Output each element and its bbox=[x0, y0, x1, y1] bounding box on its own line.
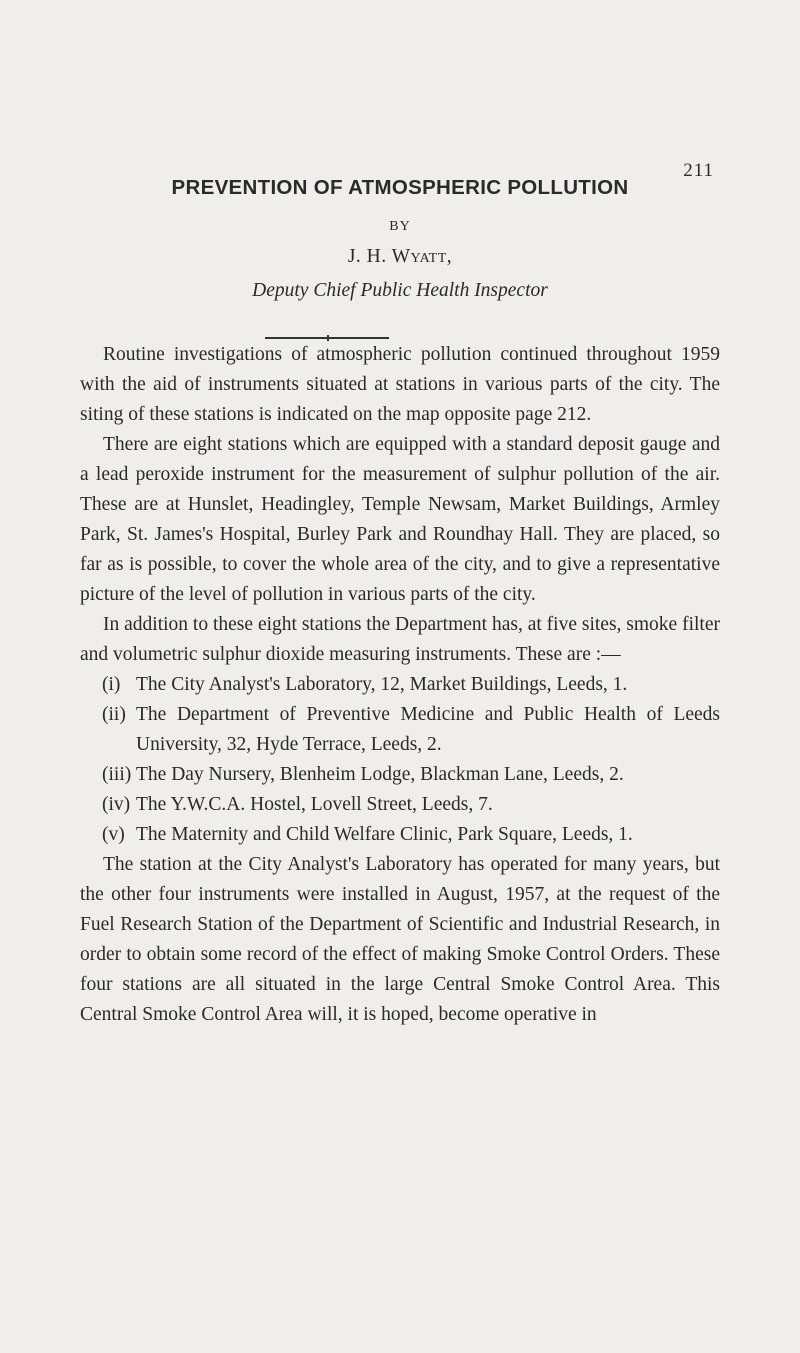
list-item-number: (ii) bbox=[102, 704, 126, 725]
page-title: PREVENTION OF ATMOSPHERIC POLLUTION bbox=[171, 176, 629, 199]
section-divider bbox=[265, 337, 389, 339]
list-item bbox=[80, 790, 720, 820]
list-item-number: (iii) bbox=[102, 764, 132, 785]
paragraph: There are eight stations which are equipped with a standard deposit gauge and a lead peroxide instrument for the measurement of sulphur pollution of the air. These are at Hunslet, Headingley, Temple Newsam, Market Buildings, Armley Park, St. James's Hospital, Burley Park and Roundhay Hall. They are placed, so far as is possible, to cover the whole area of the city, and to give a representative picture of the level of pollution in various parts of the city. bbox=[80, 434, 720, 605]
list-item bbox=[80, 670, 720, 700]
list-item-text: The City Analyst's Laboratory, 12, Market Buildings, Leeds, 1. bbox=[136, 674, 628, 695]
byline-by: BY bbox=[389, 219, 411, 234]
paragraph: In addition to these eight stations the Department has, at five sites, smoke filter and volumetric sulphur dioxide measuring instruments. These are :— bbox=[80, 614, 720, 665]
paragraph: The station at the City Analyst's Laboratory has operated for many years, but the other four instruments were installed in August, 1957, at the request of the Fuel Research Station of the Department of Scientific and Industrial Research, in order to obtain some record of the effect of making Smoke Control Orders. These four stations are all situated in the large Central Smoke Control Area. This Central Smoke Control Area will, it is hoped, become operative in bbox=[80, 854, 720, 1025]
list-item bbox=[80, 820, 720, 850]
article-body bbox=[80, 340, 720, 1030]
author-title: Deputy Chief Public Health Inspector bbox=[252, 280, 548, 301]
list-item-text: The Day Nursery, Blenheim Lodge, Blackman Lane, Leeds, 2. bbox=[136, 764, 624, 785]
list-item-text: The Y.W.C.A. Hostel, Lovell Street, Leeds, 7. bbox=[136, 794, 493, 815]
paragraph: Routine investigations of atmospheric pollution continued throughout 1959 with the aid of instruments situated at stations in various parts of the city. The siting of these stations is indicated on the map opposite page 212. bbox=[80, 344, 720, 425]
list-item bbox=[80, 700, 720, 760]
station-list bbox=[80, 670, 720, 850]
list-item-number: (v) bbox=[102, 824, 125, 845]
list-item bbox=[80, 760, 720, 790]
list-item-number: (i) bbox=[102, 674, 121, 695]
author-name: J. H. Wyatt, bbox=[347, 246, 453, 267]
list-item-text: The Maternity and Child Welfare Clinic, Park Square, Leeds, 1. bbox=[136, 824, 633, 845]
list-item-text: The Department of Preventive Medicine and Public Health of Leeds University, 32, Hyde Terrace, Leeds, 2. bbox=[136, 704, 720, 755]
page-number: 211 bbox=[683, 160, 714, 181]
list-item-number: (iv) bbox=[102, 794, 131, 815]
